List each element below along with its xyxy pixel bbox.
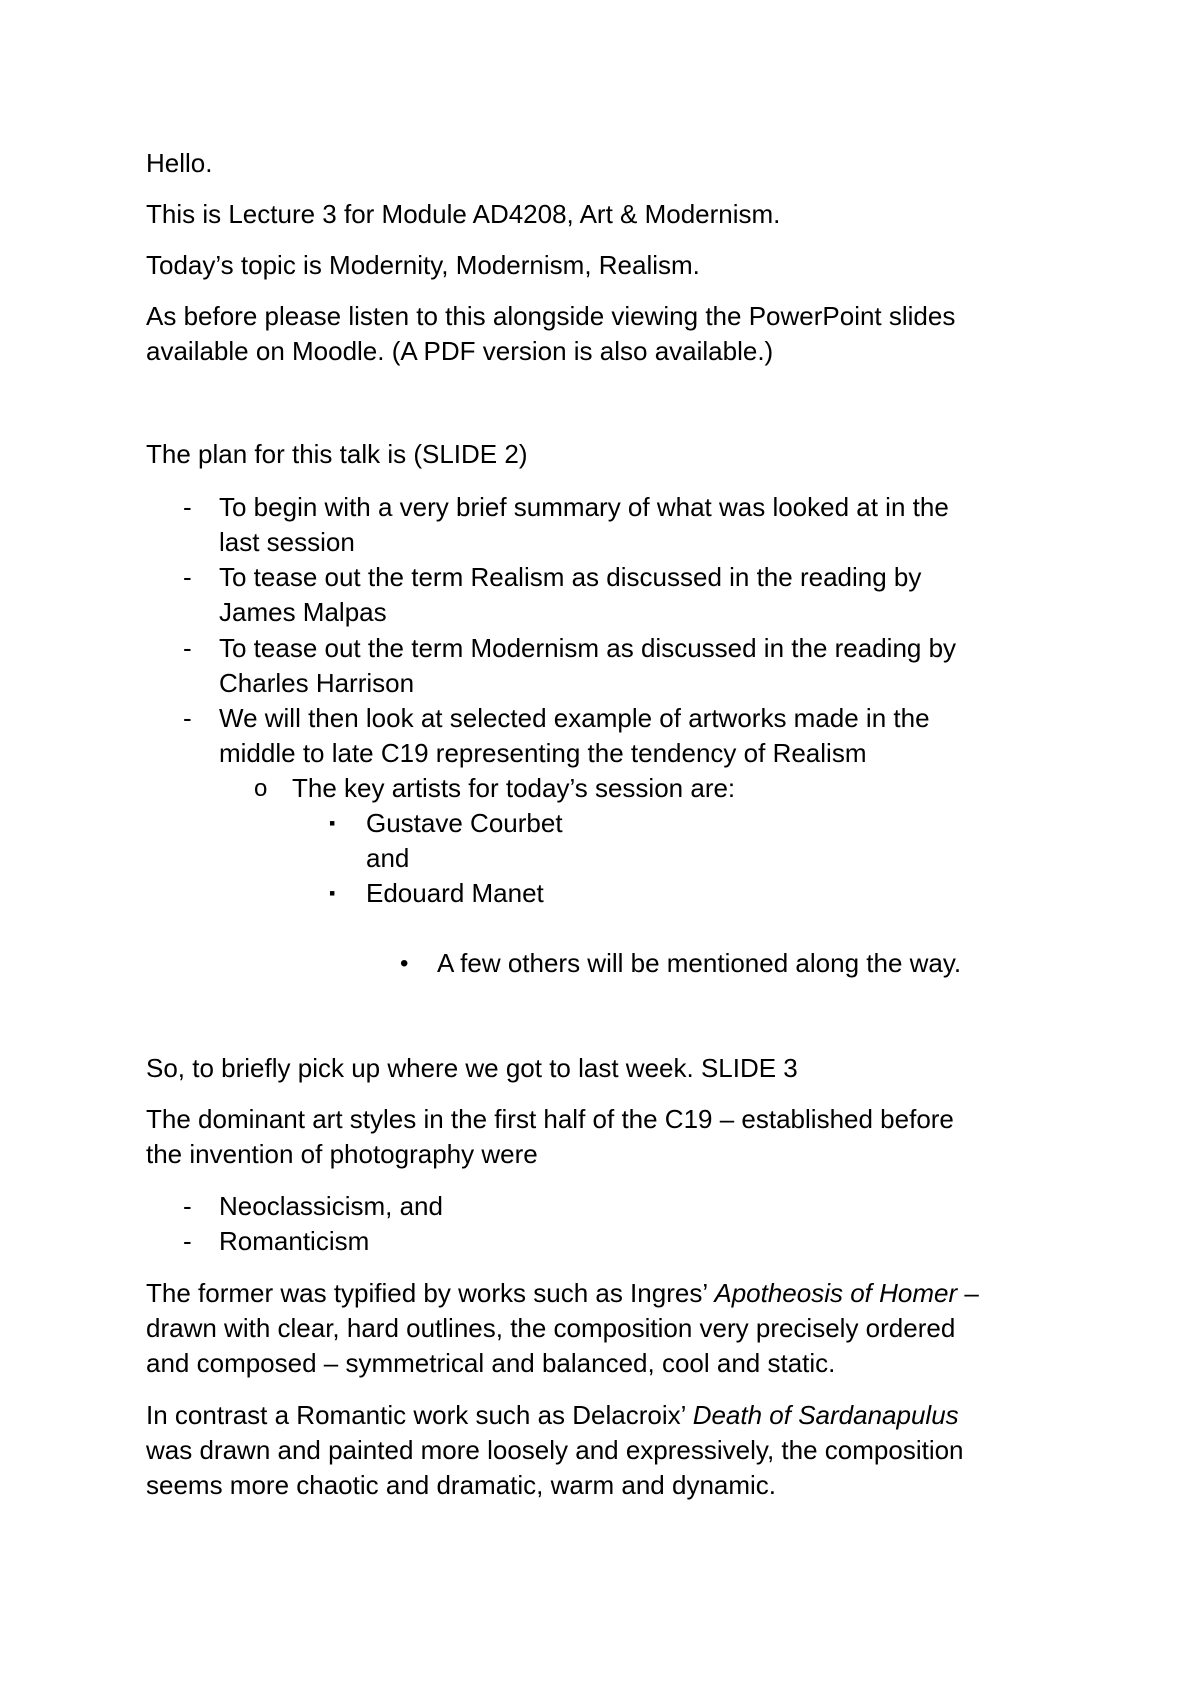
contrast-paragraph — [146, 1398, 1066, 1503]
dash-bullet-icon: - — [183, 492, 192, 522]
instructions-line: available on Moodle. (A PDF version is also available.) — [146, 336, 774, 366]
sub-list-item-text: The key artists for today’s session are: — [292, 773, 736, 803]
square-bullet-icon: ▪ — [329, 813, 336, 833]
dash-bullet-icon: - — [183, 562, 192, 592]
artist-name: Edouard Manet — [366, 878, 544, 908]
paragraph-line — [146, 1398, 1066, 1433]
paragraph-line: The dominant art styles in the first half of the C19 – established before — [146, 1104, 954, 1134]
paragraph-text: – — [957, 1278, 979, 1308]
square-bullet-icon: ▪ — [329, 883, 336, 903]
list-item-line: last session — [219, 527, 355, 557]
dash-bullet-icon: - — [183, 1191, 192, 1221]
list-item-text — [219, 490, 1059, 560]
instructions-paragraph — [146, 299, 1066, 369]
greeting: Hello. — [146, 148, 213, 178]
artist-name: Gustave Courbet — [366, 808, 563, 838]
topic-line: Today’s topic is Modernity, Modernism, Realism. — [146, 250, 700, 280]
paragraph-text: The former was typified by works such as Ingres’ — [146, 1278, 715, 1308]
list-item-text: Neoclassicism, and — [219, 1191, 443, 1221]
paragraph-line: was drawn and painted more loosely and expressively, the composition — [146, 1435, 964, 1465]
paragraph-line: the invention of photography were — [146, 1139, 538, 1169]
instructions-line: As before please listen to this alongside viewing the PowerPoint slides — [146, 301, 956, 331]
artwork-title: Apotheosis of Homer — [714, 1278, 958, 1308]
list-item-line: To begin with a very brief summary of what was looked at in the — [219, 492, 949, 522]
recap-line: So, to briefly pick up where we got to last week. SLIDE 3 — [146, 1053, 798, 1083]
plan-heading: The plan for this talk is (SLIDE 2) — [146, 439, 528, 469]
list-item-line: James Malpas — [219, 597, 387, 627]
list-item-line: middle to late C19 representing the tendency of Realism — [219, 738, 867, 768]
paragraph-line — [146, 1276, 1066, 1311]
circle-bullet-icon: o — [254, 775, 268, 802]
list-item-text — [219, 701, 1059, 771]
paragraph-line: drawn with clear, hard outlines, the composition very precisely ordered — [146, 1313, 956, 1343]
others-item-text: A few others will be mentioned along the way. — [437, 948, 962, 978]
list-item-text — [219, 631, 1059, 701]
paragraph-line: and composed – symmetrical and balanced, cool and static. — [146, 1348, 836, 1378]
list-item-text: Romanticism — [219, 1226, 370, 1256]
list-item-text — [219, 560, 1059, 630]
intro-line: This is Lecture 3 for Module AD4208, Art & Modernism. — [146, 199, 781, 229]
dot-bullet-icon: • — [400, 950, 409, 977]
dash-bullet-icon: - — [183, 703, 192, 733]
conjunction-text: and — [366, 843, 410, 873]
dominant-styles-paragraph — [146, 1102, 1066, 1172]
list-item-line: To tease out the term Modernism as discussed in the reading by — [219, 633, 957, 663]
list-item-line: Charles Harrison — [219, 668, 415, 698]
paragraph-line: seems more chaotic and dramatic, warm and dynamic. — [146, 1470, 777, 1500]
paragraph-text: In contrast a Romantic work such as Delacroix’ — [146, 1400, 693, 1430]
dash-bullet-icon: - — [183, 1226, 192, 1256]
list-item-line: To tease out the term Realism as discussed in the reading by — [219, 562, 922, 592]
artwork-title: Death of Sardanapulus — [692, 1400, 959, 1430]
dash-bullet-icon: - — [183, 633, 192, 663]
former-paragraph — [146, 1276, 1066, 1381]
list-item-line: We will then look at selected example of artworks made in the — [219, 703, 930, 733]
